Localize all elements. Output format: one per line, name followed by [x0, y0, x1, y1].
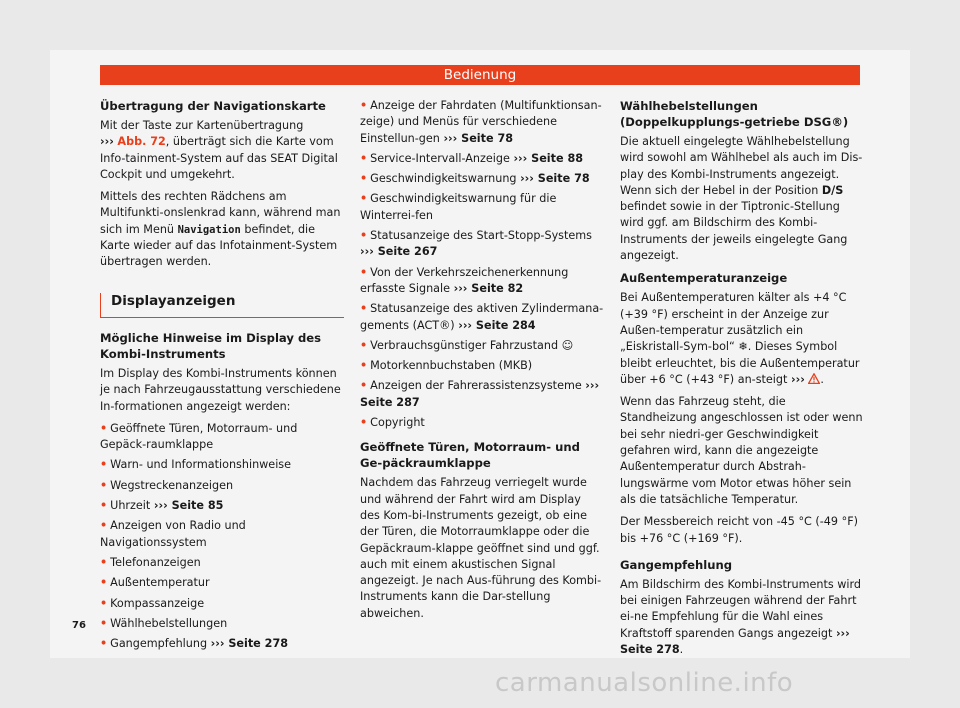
list-item	[100, 636, 344, 652]
list-item-text: Gangempfehlung	[110, 637, 211, 651]
list-item	[360, 338, 604, 354]
heading-map-transfer: Übertragung der Navigationskarte	[100, 99, 326, 113]
list-item-text: Anzeigen der Fahrerassistenzsysteme	[370, 379, 586, 393]
list-item	[360, 301, 604, 334]
paragraph-heating: Wenn das Fahrzeug steht, die Standheizung angeschlossen ist oder wenn bei sehr niedri-ger Geschwindigkeit gefahren wird, kann die angezeigte Außentemperatur durch Abstrah-lungswärme vom Motor etwas höher sein als die tatsächliche Temperatur.	[620, 395, 863, 506]
list-item	[360, 98, 604, 147]
bullet-dot: •	[360, 192, 368, 206]
list-item	[360, 171, 604, 187]
list-item-text: Warn- und Informationshinweise	[110, 458, 292, 472]
column-2	[360, 98, 604, 628]
bullet-dot: •	[360, 379, 368, 393]
page-header: Bedienung	[100, 65, 860, 85]
bullet-dot: •	[100, 478, 108, 492]
list-item	[360, 228, 604, 261]
bullet-dot: •	[100, 458, 108, 472]
watermark: carmanualsonline.info	[495, 668, 794, 698]
snowflake-icon: ❄	[738, 340, 748, 354]
heading-outside-temperature: Außentemperaturanzeige	[620, 271, 788, 286]
heading-possible-notices: Mögliche Hinweise im Display des Kombi-Instruments	[100, 330, 322, 361]
page-reference-link[interactable]: ››› Seite 78	[520, 172, 590, 186]
paragraph-range: Der Messbereich reicht von -45 °C (-49 °F) bis +76 °C (+169 °F).	[620, 515, 858, 545]
page-reference-link[interactable]: ››› Seite 267	[360, 245, 438, 259]
bullet-dot: •	[360, 265, 368, 279]
list-item-text: Geschwindigkeitswarnung für die Winterrei-fen	[360, 192, 557, 222]
list-item	[360, 358, 604, 374]
bullet-dot: •	[360, 416, 368, 430]
list-item	[360, 265, 604, 298]
page-reference-link[interactable]: ››› Seite 284	[458, 318, 536, 332]
list-item-text: Kompassanzeige	[110, 596, 205, 610]
column-3	[620, 98, 864, 664]
bullet-list	[360, 98, 604, 431]
column-1	[100, 98, 344, 656]
section-title: Displayanzeigen	[100, 293, 344, 318]
page-reference-link[interactable]: ››› Seite 287	[360, 379, 600, 409]
page-reference-link[interactable]: ››› Seite 278	[210, 637, 289, 651]
page-reference-link[interactable]: ››› Seite 88	[513, 151, 584, 165]
list-item-text: Geöffnete Türen, Motorraum- und Gepäck-raumklappe	[100, 421, 298, 452]
list-item-text: Motorkennbuchstaben (MKB)	[370, 359, 533, 373]
list-item-text: Anzeige der Fahrdaten (Multifunktionsan-zeige) und Menüs für verschiedene Einstellun-gen	[360, 99, 602, 145]
list-item	[100, 421, 344, 454]
bullet-dot: •	[100, 499, 108, 513]
bullet-dot: •	[360, 302, 368, 316]
bullet-dot: •	[100, 576, 108, 590]
heading-gear-recommendation: Gangempfehlung	[620, 557, 733, 572]
page-reference-link[interactable]: ››› Seite 82	[453, 281, 524, 295]
heading-gear-positions: Wählhebelstellungen (Doppelkupplungs-getriebe DSG®)	[620, 99, 849, 129]
bullet-dot: •	[360, 99, 368, 112]
bullet-dot: •	[360, 229, 368, 243]
bullet-dot: •	[100, 555, 108, 569]
list-item	[360, 415, 604, 431]
paragraph-gear-recommendation: Am Bildschirm des Kombi-Instruments wird bei einigen Fahrzeugen während der Fahrt ei-ne Empfehlung für die Wahl eines Kraftstoff sparenden Gangs angezeigt ››› Seite 278.	[620, 577, 861, 657]
list-item	[100, 518, 344, 551]
bullet-dot: •	[100, 519, 108, 533]
list-item-text: Wegstreckenanzeigen	[110, 478, 234, 492]
page-number: 76	[72, 620, 86, 631]
bullet-dot: •	[100, 637, 108, 651]
list-item	[100, 616, 344, 632]
list-item-text: Telefonanzeigen	[110, 555, 201, 569]
list-item-text: Wählhebelstellungen	[110, 616, 228, 630]
bullet-dot: •	[360, 359, 368, 373]
list-item	[360, 191, 604, 224]
list-item-text: Von der Verkehrszeichenerkennung erfasste Signale	[360, 265, 569, 295]
list-item	[360, 378, 604, 411]
bullet-dot: •	[100, 616, 108, 630]
paragraph-map-transfer: Mit der Taste zur Kartenübertragung ››› Abb. 72, überträgt sich die Karte vom Info-tainment-System auf das SEAT Digital Cockpit und umgekehrt.	[100, 119, 338, 181]
warning-icon[interactable]	[808, 373, 820, 384]
list-item-text: Statusanzeige des Start-Stopp-Systems	[370, 229, 593, 243]
page-reference-link[interactable]: ››› Seite 278	[620, 626, 850, 657]
paragraph-gear-positions: Die aktuell eingelegte Wählhebelstellung wird sowohl am Wählhebel als auch im Dis-play des Kombi-Instruments angezeigt. Wenn sich der Hebel in der Position D/S befindet sowie in der Tiptronic-Stellung wird ggf. am Bildschirm des Kombi-Instruments der jeweils eingelegte Gang angezeigt.	[620, 135, 863, 263]
list-item-text: Service-Intervall-Anzeige	[370, 151, 514, 165]
list-item	[100, 555, 344, 571]
list-item-text: Statusanzeige des aktiven Zylindermana-gements (ACT®)	[360, 302, 604, 332]
paragraph-outside-temperature: Bei Außentemperaturen kälter als +4 °C (+39 °F) erscheint in der Anzeige zur Außen-temperatur zusätzlich ein „Eiskristall-Sym-bol“ ❄. Dieses Symbol bleibt erleuchtet, bis die Außentemperatur über +6 °C (+43 °F) an-steigt ››› .	[620, 291, 860, 386]
list-item	[100, 498, 344, 514]
list-item-text: Copyright	[370, 416, 425, 430]
page-reference-link[interactable]: ››› Seite 78	[443, 131, 514, 145]
paragraph-display-info: Im Display des Kombi-Instruments können je nach Fahrzeugausstattung verschiedene In-formationen angezeigt werden:	[100, 366, 341, 413]
bullet-dot: •	[100, 421, 108, 435]
bullet-dot: •	[360, 151, 368, 165]
list-item	[100, 457, 344, 473]
bullet-dot: •	[360, 338, 368, 352]
list-item-text: Anzeigen von Radio und Navigationssystem	[100, 519, 246, 549]
list-item	[100, 596, 344, 612]
bullet-list	[100, 421, 344, 653]
heading-open-doors: Geöffnete Türen, Motorraum- und Ge-päckraumklappe	[360, 440, 580, 471]
bullet-dot: •	[360, 172, 368, 186]
list-item-text: Uhrzeit	[110, 499, 154, 513]
menu-name: Navigation	[177, 223, 241, 236]
list-item-text: Außentemperatur	[110, 576, 210, 590]
paragraph-wheel: Mittels des rechten Rädchens am Multifunkti-onslenkrad kann, während man sich im Menü Navigation befindet, die Karte wieder auf das Infotainment-System übertragen werden.	[100, 190, 341, 269]
list-item-text: Verbrauchsgünstiger Fahrzustand ☺	[370, 338, 574, 352]
list-item	[100, 575, 344, 591]
bullet-dot: •	[100, 596, 108, 610]
figure-link[interactable]: Abb. 72	[117, 135, 166, 149]
list-item	[100, 478, 344, 494]
page-reference-link[interactable]: ››› Seite 85	[153, 499, 224, 513]
paragraph-open-doors: Nachdem das Fahrzeug verriegelt wurde und während der Fahrt wird am Display des Kom-bi-Instruments gezeigt, ob eine der Türen, die Motorraumklappe oder die Gepäckraum-klappe geöffnet sind und ggf. auch mit einem akustischen Signal angezeigt. Je nach Aus-führung des Kombi-Instruments kann die Dar-stellung abweichen.	[360, 476, 602, 620]
list-item	[360, 151, 604, 167]
list-item-text: Geschwindigkeitswarnung	[370, 172, 521, 186]
